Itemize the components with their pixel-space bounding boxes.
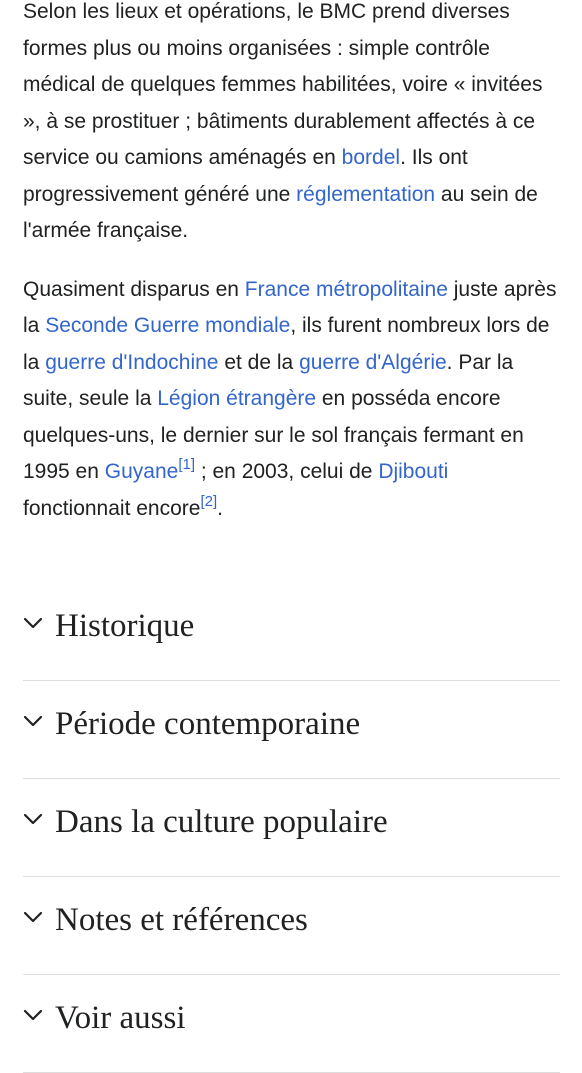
link-seconde-guerre-mondiale[interactable]: Seconde Guerre mondiale xyxy=(45,314,291,337)
paragraph-text: au sein de l'armée française. xyxy=(23,182,538,242)
section-title: Période contemporaine xyxy=(55,706,361,742)
reference-1 xyxy=(178,456,195,473)
collapsible-sections xyxy=(23,584,560,1073)
section-historique[interactable] xyxy=(23,584,560,681)
chevron-down-icon xyxy=(23,1008,43,1022)
paragraph-text: Selon les lieux et opérations, le BMC prend diverses formes plus ou moins organisées : simple contrôle médical de quelques femmes habilitées, voire « invitées », à se prostituer ; bâtiments durablement affectés à ce service ou camions aménagés en xyxy=(23,0,543,169)
link-reglementation[interactable]: réglementation xyxy=(296,182,436,206)
article-body xyxy=(23,0,560,527)
paragraph-text: . Ils ont progressivement généré une xyxy=(23,146,468,206)
paragraph-text: fonctionnait encore xyxy=(23,496,201,520)
section-voir-aussi[interactable] xyxy=(23,976,560,1073)
link-guerre-indochine[interactable]: guerre d'Indochine xyxy=(45,350,219,374)
section-title: Notes et références xyxy=(55,902,308,938)
chevron-down-icon xyxy=(23,616,43,630)
link-guyane[interactable]: Guyane xyxy=(104,460,179,483)
section-title: Dans la culture populaire xyxy=(55,804,388,840)
second-paragraph xyxy=(23,272,560,528)
link-djibouti[interactable]: Djibouti xyxy=(378,460,449,483)
paragraph-text: et de la xyxy=(218,350,300,374)
reference-2 xyxy=(200,493,217,510)
section-title: Historique xyxy=(55,608,195,644)
section-periode-contemporaine[interactable] xyxy=(23,682,560,779)
paragraph-text: en posséda encore quelques-uns, le dernier sur le sol français fermant en 1995 en xyxy=(23,387,524,483)
chevron-down-icon xyxy=(23,812,43,826)
chevron-down-icon xyxy=(23,714,43,728)
link-legion-etrangere[interactable]: Légion étrangère xyxy=(157,387,317,410)
paragraph-text: ; en 2003, celui de xyxy=(195,460,379,483)
reference-2-link[interactable]: [2] xyxy=(200,492,218,510)
paragraph-text: juste après la xyxy=(23,277,557,337)
section-culture-populaire[interactable] xyxy=(23,780,560,877)
link-bordel[interactable]: bordel xyxy=(341,146,401,169)
chevron-down-icon xyxy=(23,910,43,924)
paragraph-text: , ils furent nombreux lors de la xyxy=(23,314,550,374)
link-france-metropolitaine[interactable]: France métropolitaine xyxy=(244,277,448,301)
paragraph-text: Quasiment disparus en xyxy=(23,277,245,301)
link-guerre-algerie[interactable]: guerre d'Algérie xyxy=(299,350,447,374)
intro-paragraph xyxy=(23,0,560,250)
section-notes-references[interactable] xyxy=(23,878,560,975)
paragraph-text: . xyxy=(217,496,223,520)
reference-1-link[interactable]: [1] xyxy=(178,456,195,473)
section-title: Voir aussi xyxy=(55,1000,186,1036)
paragraph-text: . Par la suite, seule la xyxy=(23,350,514,410)
